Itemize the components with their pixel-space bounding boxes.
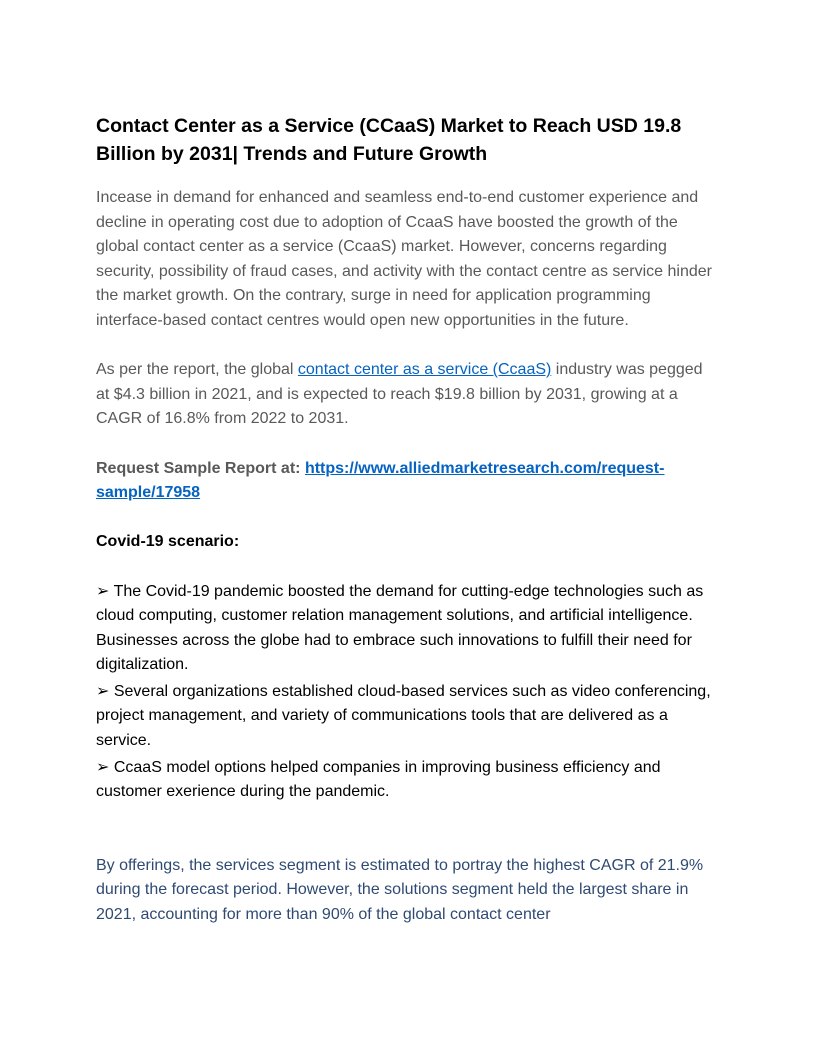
sample-report-link[interactable]: https://www.alliedmarketresearch.com/request-sample/17958 xyxy=(96,459,665,502)
report-prefix: As per the report, the global xyxy=(96,361,298,379)
report-paragraph xyxy=(96,358,720,432)
sample-label: Request Sample Report at: xyxy=(96,459,305,477)
covid-bullet-list xyxy=(96,580,720,805)
covid-heading: Covid-19 scenario: xyxy=(96,533,240,551)
ccaas-report-link[interactable]: contact center as a service (CcaaS) xyxy=(297,361,552,379)
report-suffix: industry was pegged at $4.3 billion in 2021, and is expected to reach $19.8 billion by 2031, growing at a CAGR of 16.8% from 2022 to 2031. xyxy=(96,361,703,428)
covid-bullet-1: ➢ The Covid-19 pandemic boosted the demand for cutting-edge technologies such as cloud computing, customer relation management solutions, and artificial intelligence. Businesses across the globe had to embrace such innovations to fulfill their need for digitalization. xyxy=(96,582,704,674)
intro-paragraph: Incease in demand for enhanced and seamless end-to-end customer experience and decline in operating cost due to adoption of CcaaS have boosted the growth of the global contact center as a service (CcaaS) market. However, concerns regarding security, possibility of fraud cases, and activity with the contact centre as service hinder the market growth. On the contrary, surge in need for application programming interface-based contact centres would open new opportunities in the future. xyxy=(96,189,712,329)
sample-request-line xyxy=(96,457,720,506)
document-content xyxy=(96,112,720,928)
offerings-paragraph: By offerings, the services segment is estimated to portray the highest CAGR of 21.9% during the forecast period. However, the solutions segment held the largest share in 2021, accounting for more than 90% of the global contact center xyxy=(96,856,704,924)
covid-bullet-3: ➢ CcaaS model options helped companies in improving business efficiency and customer exerience during the pandemic. xyxy=(96,758,661,801)
article-title: Contact Center as a Service (CCaaS) Market to Reach USD 19.8 Billion by 2031| Trends and Future Growth xyxy=(96,115,682,165)
covid-bullet-2: ➢ Several organizations established cloud-based services such as video conferencing, project management, and variety of communications tools that are delivered as a service. xyxy=(96,682,711,750)
